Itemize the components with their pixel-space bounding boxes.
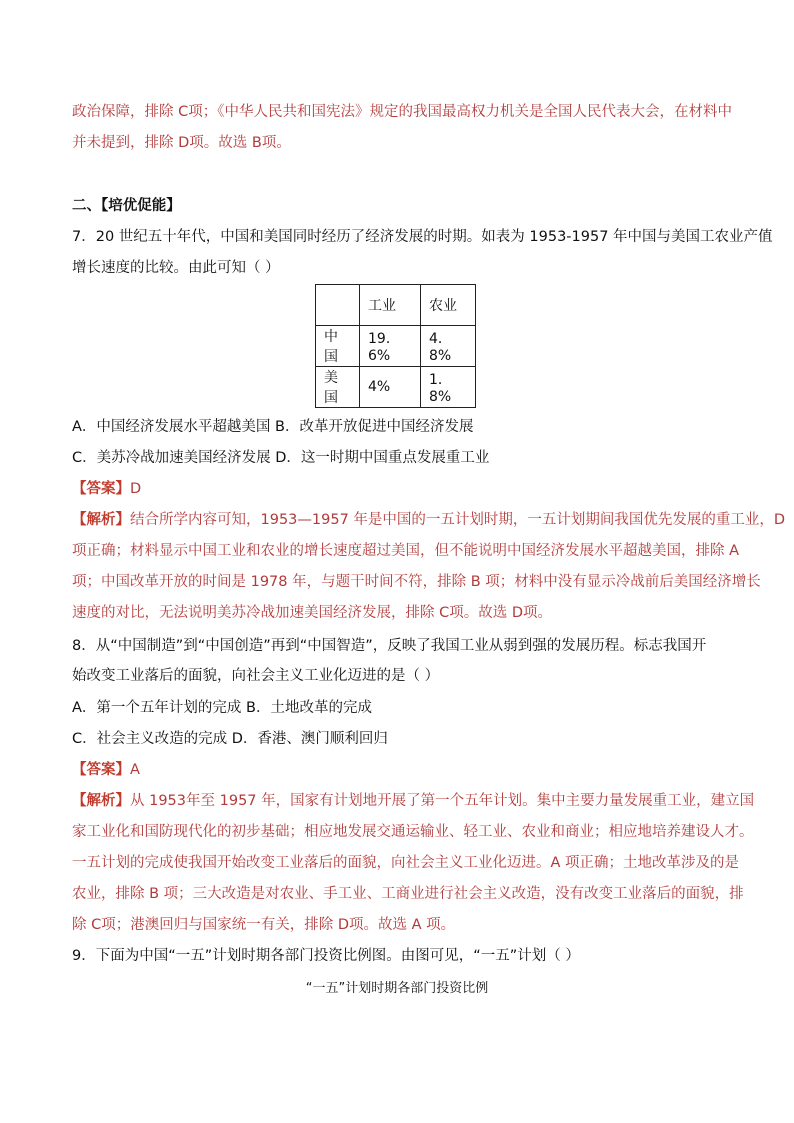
- table-header-cell: [316, 285, 360, 326]
- table-header-cell: 农业: [421, 285, 476, 326]
- prev-analysis-line-2: 并未提到，排除 D项。故选 B项。: [72, 135, 291, 151]
- answer-tag: 【答案】: [72, 481, 130, 497]
- analysis-tag: 【解析】: [72, 512, 130, 528]
- q7-data-table: [315, 284, 476, 408]
- q8-stem-line-1: 8．从“中国制造”到“中国创造”再到“中国智造”，反映了我国工业从弱到强的发展历程。标志我国开: [72, 638, 707, 654]
- table-header-cell: 工业: [360, 285, 421, 326]
- q7-analysis-line-1: [72, 510, 785, 530]
- answer-value: A: [130, 762, 140, 778]
- q7-options-line-1: A．中国经济发展水平超越美国 B．改革开放促进中国经济发展: [72, 419, 474, 435]
- table-cell: 19．6%: [360, 326, 421, 367]
- answer-value: D: [130, 481, 142, 497]
- q7-analysis-line-4: 速度的对比，无法说明美苏冷战加速美国经济发展，排除 C项。故选 D项。: [72, 605, 553, 621]
- analysis-tag: 【解析】: [72, 793, 130, 809]
- table-cell: 4．8%: [421, 326, 476, 367]
- q9-stem: 9．下面为中国“一五”计划时期各部门投资比例图。由图可见，“一五”计划（ ）: [72, 948, 580, 964]
- q7-stem-line-2: 增长速度的比较。由此可知（ ）: [72, 260, 280, 276]
- q8-answer: [72, 760, 140, 780]
- q7-analysis-line-2: 项正确；材料显示中国工业和农业的增长速度超过美国，但不能说明中国经济发展水平超越美国，排除 A: [72, 543, 740, 559]
- table-cell: 1．8%: [421, 367, 476, 408]
- q7-analysis-line-3: 项；中国改革开放的时间是 1978 年，与题干时间不符，排除 B 项；材料中没有显示冷战前后美国经济增长: [72, 574, 761, 590]
- table-row: [316, 367, 476, 408]
- q7-answer: [72, 479, 141, 499]
- table-cell: 美国: [316, 367, 360, 408]
- q8-analysis-line-5: 除 C项；港澳回归与国家统一有关，排除 D项。故选 A 项。: [72, 917, 456, 933]
- q8-analysis-line-2: 家工业化和国防现代化的初步基础；相应地发展交通运输业、轻工业、农业和商业；相应地培养建设人才。: [72, 824, 754, 840]
- table-cell: 中国: [316, 326, 360, 367]
- q8-analysis-line-4: 农业，排除 B 项；三大改造是对农业、手工业、工商业进行社会主义改造，没有改变工业落后的面貌，排: [72, 886, 744, 902]
- table-header-row: [316, 285, 476, 326]
- q7-options-line-2: C．美苏冷战加速美国经济发展 D．这一时期中国重点发展重工业: [72, 450, 490, 466]
- table-cell: 4%: [360, 367, 421, 408]
- analysis-text: 结合所学内容可知，1953—1957 年是中国的一五计划时期，一五计划期间我国优先发展的重工业，D: [130, 512, 786, 528]
- q8-options-line-1: A．第一个五年计划的完成 B．土地改革的完成: [72, 700, 372, 716]
- prev-analysis-line-1: 政治保障，排除 C项；《中华人民共和国宪法》规定的我国最高权力机关是全国人民代表大会，在材料中: [72, 104, 732, 120]
- q8-options-line-2: C．社会主义改造的完成 D．香港、澳门顺利回归: [72, 731, 388, 747]
- section-title: 二、【培优促能】: [72, 198, 181, 214]
- q8-analysis-line-1: [72, 791, 754, 811]
- table-row: [316, 326, 476, 367]
- q8-stem-line-2: 始改变工业落后的面貌，向社会主义工业化迈进的是（ ）: [72, 668, 440, 684]
- q8-analysis-line-3: 一五计划的完成使我国开始改变工业落后的面貌，向社会主义工业化迈进。A 项正确；土地改革涉及的是: [72, 855, 740, 871]
- analysis-text: 从 1953年至 1957 年，国家有计划地开展了第一个五年计划。集中主要力量发展重工业，建立国: [130, 793, 755, 809]
- answer-tag: 【答案】: [72, 762, 130, 778]
- q7-stem-line-1: 7．20 世纪五十年代，中国和美国同时经历了经济发展的时期。如表为 1953-1957 年中国与美国工农业产值: [72, 229, 773, 245]
- q9-figure-title: “一五”计划时期各部门投资比例: [305, 981, 489, 996]
